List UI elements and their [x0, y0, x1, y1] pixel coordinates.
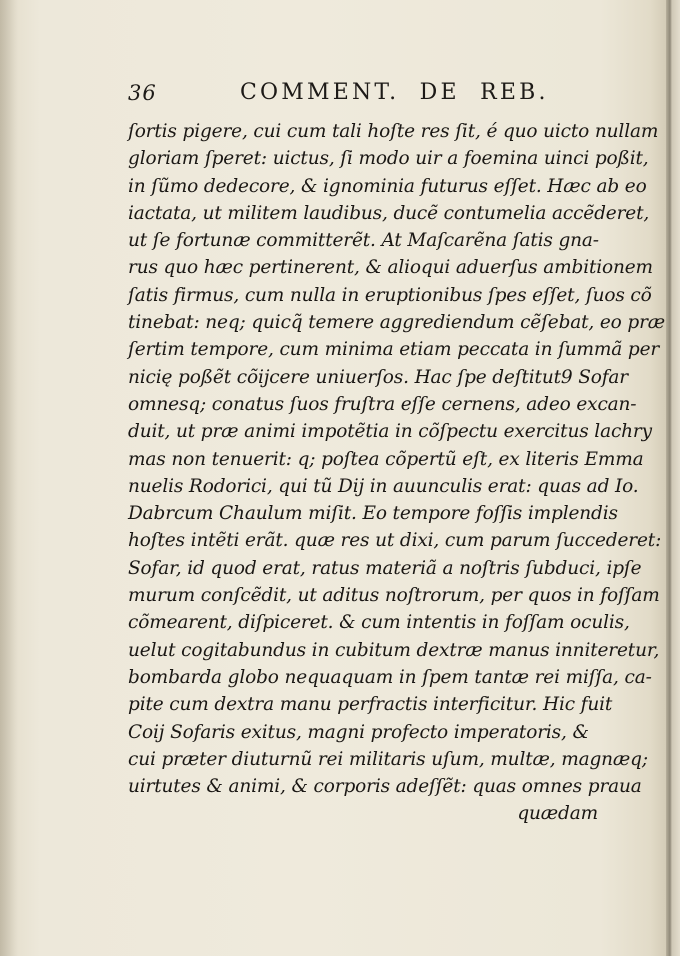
text-line: mas non tenuerit: q; poſtea cõpertũ eſt, ex literis Emma	[128, 448, 644, 470]
text-line: Dabrcum Chaulum miſit. Eo tempore foſſis implendis	[128, 503, 618, 525]
text-line: cõmearent, diſpiceret. & cum intentis in foſſam oculis,	[128, 612, 630, 634]
text-line: bombarda globo nequaquam in ſpem tantæ rei miſſa, ca-	[128, 666, 652, 688]
text-line: ſortis pigere, cui cum tali hoſte res ſit, é quo uicto nullam	[128, 121, 659, 142]
gutter-shadow	[0, 0, 18, 956]
text-line: hoſtes intẽti erãt. quæ res ut dixi, cum parum ſuccederet:	[128, 530, 662, 552]
text-line: Sofar, id quod erat, ratus materiã a noſtris ſubduci, ipſe	[128, 557, 642, 579]
text-line: cui præter diuturnũ rei militaris uſum, multæ, magnæq;	[128, 748, 648, 770]
running-head	[128, 78, 549, 108]
text-line: ſatis firmus, cum nulla in eruptionibus ſpes eſſet, ſuos cõ	[128, 284, 652, 306]
text-line: tinebat: neq; quicq̃ temere aggrediendum cẽſebat, eo præ	[128, 312, 666, 334]
page-number: 36	[128, 81, 157, 105]
text-line: uelut cogitabundus in cubitum dextræ manus inniteretur,	[128, 639, 660, 661]
body-text	[128, 118, 666, 828]
text-line: murum conſcẽdit, ut aditus noſtrorum, per quos in foſſam	[128, 585, 660, 607]
text-line: omnesq; conatus ſuos fruſtra eſſe cernens, adeo excan-	[128, 393, 637, 415]
text-line: gloriam ſperet: uictus, ſi modo uir a foemina uinci poßit,	[128, 148, 649, 170]
text-line: uirtutes & animi, & corporis adeſſẽt: quas omnes praua	[128, 776, 642, 798]
text-line: ut ſe fortunæ committerẽt. At Maſcarẽna ſatis gna-	[128, 230, 599, 252]
running-title: COMMENT. DE REB.	[240, 80, 549, 105]
text-line: nuelis Rodorici, qui tũ Dij in auunculis erat: quas ad Io.	[128, 475, 639, 497]
text-line: in ſũmo dedecore, & ignominia futurus eſſet. Hæc ab eo	[128, 175, 647, 197]
text-line: rus quo hæc pertinerent, & alioqui aduerſus ambitionem	[128, 257, 653, 279]
text-line: Coij Sofaris exitus, magni profecto imperatoris, &	[128, 721, 589, 743]
text-line: ſertim tempore, cum minima etiam peccata in ſummã per	[128, 339, 660, 361]
text-line: duit, ut præ animi impotẽtia in cõſpectu exercitus lachry	[128, 421, 652, 443]
text-line: nicię poßẽt cõijcere uniuerſos. Hac ſpe deſtitut9 Sofar	[128, 366, 628, 388]
catchword: quædam	[517, 803, 598, 825]
text-line: iactata, ut militem laudibus, ducẽ contumelia accẽderet,	[128, 202, 650, 224]
text-line: pite cum dextra manu perfractis interficitur. Hic fuit	[128, 694, 613, 716]
page-edge	[666, 0, 680, 956]
